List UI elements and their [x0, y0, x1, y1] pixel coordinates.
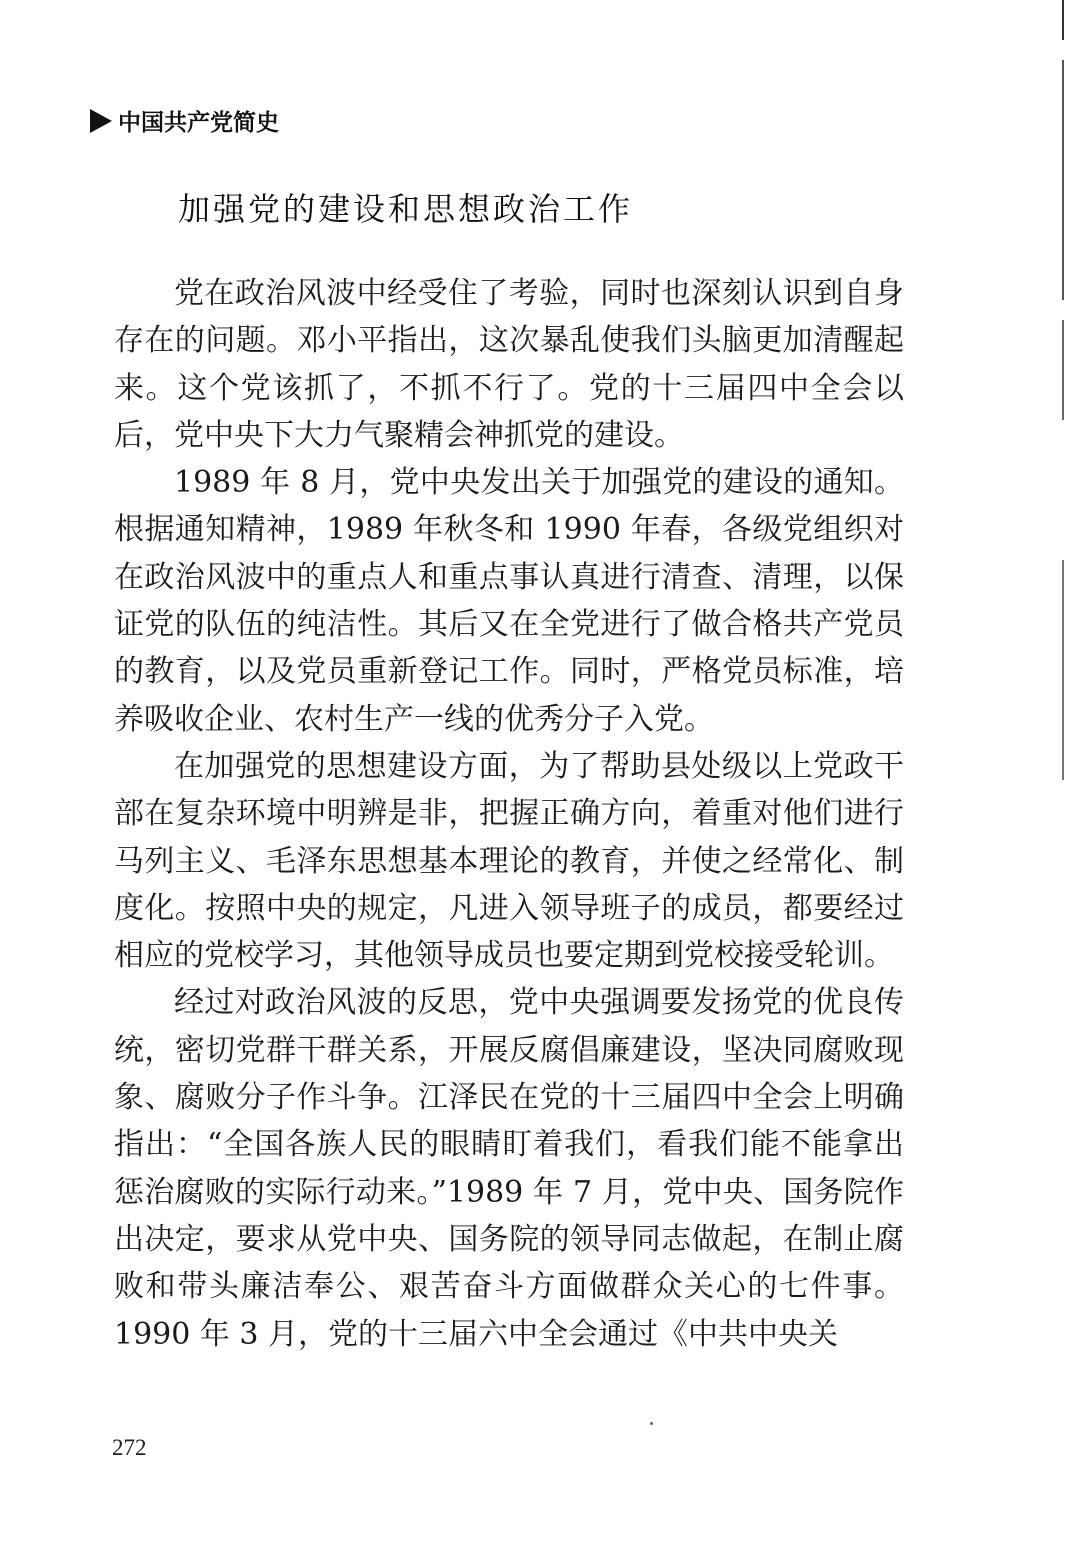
scan-speck — [650, 1422, 653, 1425]
page-binding-edge — [1062, 0, 1064, 780]
paragraph: 党在政治风波中经受住了考验，同时也深刻认识到自身存在的问题。邓小平指出，这次暴乱使我们头脑更加清醒起来。这个党该抓了，不抓不行了。党的十三届四中全会以后，党中央下大力气聚精会神抓党的建设。 — [114, 276, 904, 453]
paragraph: 经过对政治风波的反思，党中央强调要发扬党的优良传统，密切党群干群关系，开展反腐倡廉建设，坚决同腐败现象、腐败分子作斗争。江泽民在党的十三届四中全会上明确指出：“全国各族人民的眼睛盯着我们，看我们能不能拿出惩治腐败的实际行动来。”1989 年 7 月，党中央、国务院作出决定，要求从党中央、国务院的领导同志做起，在制止腐败和带头廉洁奉公、艰苦奋斗方面做群众关心的七件事。1990 年 3 月，党的十三届六中全会通过《中共中央关 — [114, 985, 904, 1352]
body-text — [114, 270, 904, 1358]
paragraph: 在加强党的思想建设方面，为了帮助县处级以上党政干部在复杂环境中明辨是非，把握正确方向，着重对他们进行马列主义、毛泽东思想基本理论的教育，并使之经常化、制度化。按照中央的规定，凡进入领导班子的成员，都要经过相应的党校学习，其他领导成员也要定期到党校接受轮训。 — [114, 748, 904, 974]
paragraph: 1989 年 8 月，党中央发出关于加强党的建设的通知。根据通知精神，1989 年秋冬和 1990 年春，各级党组织对在政治风波中的重点人和重点事认真进行清查、清理，以保证党的队伍的纯洁性。其后又在全党进行了做合格共产党员的教育，以及党员重新登记工作。同时，严格党员标准，培养吸收企业、农村生产一线的优秀分子入党。 — [114, 465, 904, 737]
page-number: 272 — [112, 1435, 147, 1460]
triangle-right-icon — [90, 109, 112, 133]
book-title: 中国共产党简史 — [118, 110, 279, 136]
section-title: 加强党的建设和思想政治工作 — [178, 190, 634, 228]
running-header — [90, 104, 279, 137]
